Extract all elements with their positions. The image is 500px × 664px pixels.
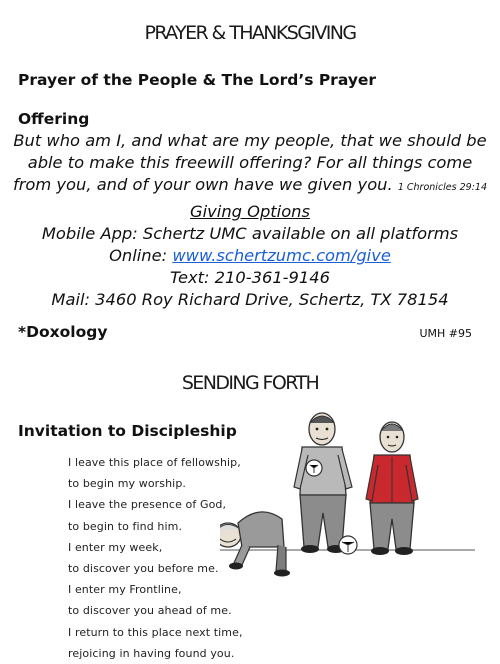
invitation-to-discipleship-label: Invitation to Discipleship [18, 422, 237, 440]
prayer-of-the-people-label: Prayer of the People & The Lord’s Prayer [18, 71, 377, 89]
giving-mobile-app: Mobile App: Schertz UMC available on all platforms [41, 224, 459, 243]
doxology-hymn-number: UMH #95 [419, 327, 472, 340]
cartoon-illustration [220, 395, 480, 635]
verse-line [12, 174, 488, 199]
crouching-man-figure [220, 512, 290, 577]
poem-line: to begin my worship. [68, 477, 187, 491]
poem-line: to discover you before me. [68, 562, 219, 576]
poem-line: to begin to find him. [68, 519, 183, 533]
giving-online [0, 245, 500, 267]
verse-line: able to make this freewill offering? For all things come [27, 153, 473, 172]
giving-text: Text: 210-361-9146 [170, 268, 330, 287]
verse-line-text: from you, and of your own have we given you. [13, 175, 393, 194]
poem-line: I leave this place of fellowship, [68, 456, 241, 469]
poem-line: I enter my Frontline, [68, 583, 182, 597]
poem-line: I return to this place next time, [68, 625, 243, 639]
prayer-thanksgiving-heading: PRAYER & THANKSGIVING [144, 22, 356, 44]
giving-online-link[interactable]: www.schertzumc.com/give [172, 246, 391, 265]
poem-line: I leave the presence of God, [68, 498, 227, 512]
poem-line: to discover you ahead of me. [68, 604, 232, 618]
poem-line: I enter my week, [68, 540, 163, 554]
offering-label: Offering [18, 110, 90, 128]
standing-man-figure [294, 413, 357, 554]
red-shirt-man-figure [366, 422, 418, 555]
verse-reference: 1 Chronicles 29:14 [397, 182, 487, 193]
giving-options [0, 201, 500, 311]
doxology-label: *Doxology [18, 323, 108, 341]
giving-online-label: Online: [109, 246, 168, 265]
giving-options-title: Giving Options [190, 202, 310, 221]
poem-line: rejoicing in having found you. [68, 646, 235, 660]
verse-line: But who am I, and what are my people, that we should be [13, 131, 487, 150]
sending-forth-heading: SENDING FORTH [181, 372, 319, 394]
offering-verse [12, 130, 488, 199]
giving-mail: Mail: 3460 Roy Richard Drive, Schertz, TX 78154 [51, 290, 449, 309]
